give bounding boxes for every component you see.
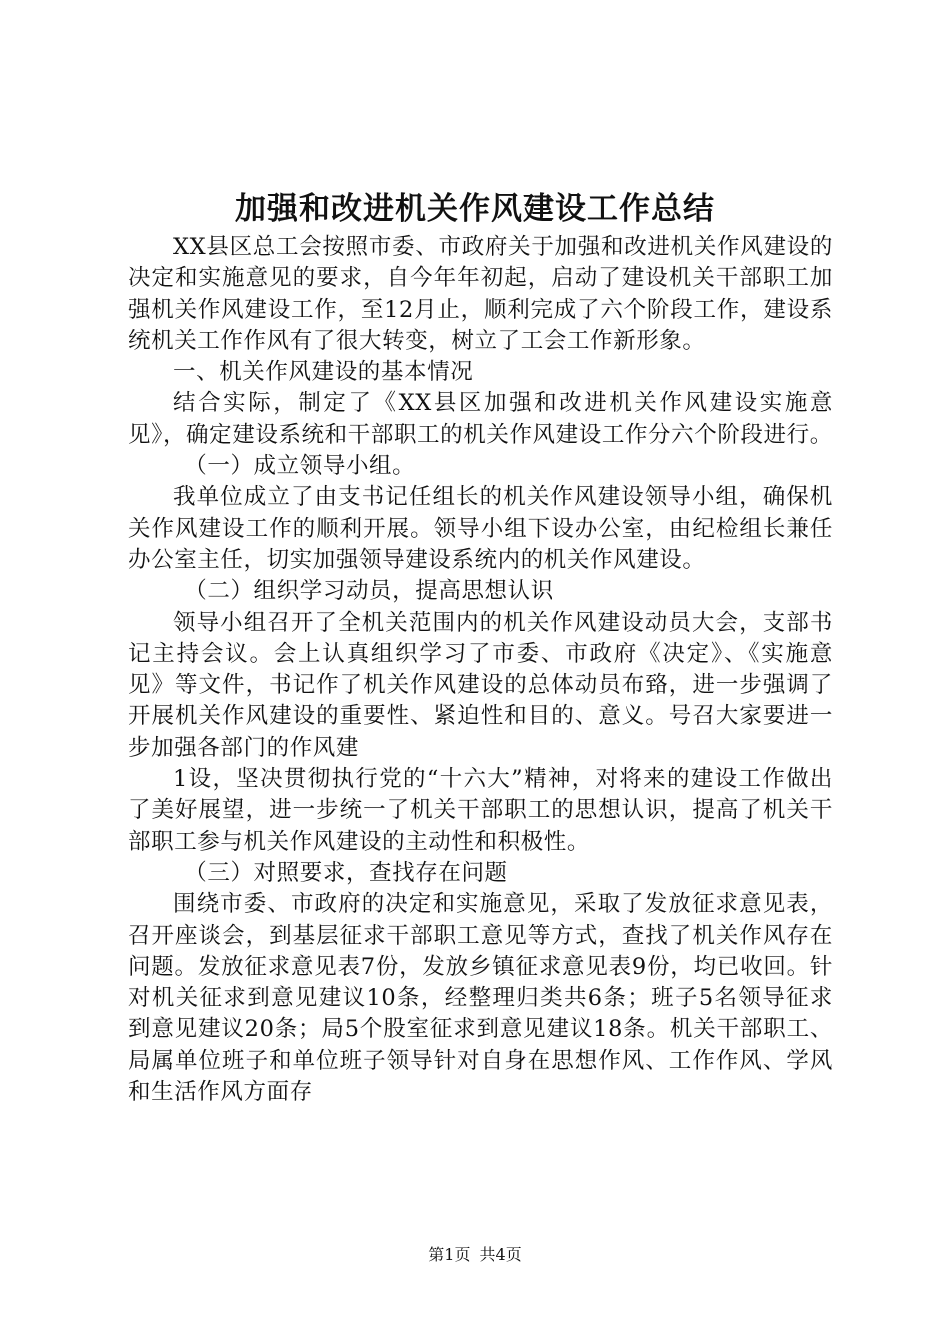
subsection-heading-2: （二）组织学习动员，提高思想认识 [184,578,554,605]
document-title: 加强和改进机关作风建设工作总结 [235,191,715,227]
page-number: 第1页 [428,1245,471,1264]
paragraph-leadership-group: 我单位成立了由支书记任组长的机关作风建设领导小组，确保机关作风建设工作的顺利开展。领导小组下设办公室，由纪检组长兼任办公室主任，切实加强领导建设系统内的机关作风建设。 [128,484,833,573]
page-footer [0,1245,950,1265]
subsection-heading-3: （三）对照要求，查找存在问题 [184,859,508,886]
paragraph-find-problems: 围绕市委、市政府的决定和实施意见，采取了发放征求意见表，召开座谈会，到基层征求干部职工意见等方式，查找了机关作风存在问题。发放征求意见表7份，发放乡镇征求意见表9份，均已收回。针对机关征求到意见建议10条，经整理归类共6条；班子5名领导征求到意见建议20条；局5个股室征求到意见建议18条。机关干部职工、局属单位班子和单位班子领导针对自身在思想作风、工作作风、学风和生活作风方面存 [128,891,833,1106]
document-body [128,232,833,1108]
paragraph-overview: 结合实际，制定了《XX县区加强和改进机关作风建设实施意见》，确定建设系统和干部职工的机关作风建设工作分六个阶段进行。 [128,390,833,448]
paragraph-study-mobilization: 领导小组召开了全机关范围内的机关作风建设动员大会，支部书记主持会议。会上认真组织学习了市委、市政府《决定》、《实施意见》等文件，书记作了机关作风建设的总体动员布臵，进一步强调了开展机关作风建设的重要性、紧迫性和目的、意义。号召大家要进一步加强各部门的作风建 [128,609,833,761]
subsection-heading-1: （一）成立领导小组。 [184,453,416,480]
paragraph-continuation: 1设，坚决贯彻执行党的“十六大”精神，对将来的建设工作做出了美好展望，进一步统一了机关干部职工的思想认识，提高了机关干部职工参与机关作风建设的主动性和积极性。 [128,766,833,855]
page-total: 共4页 [479,1245,522,1264]
section-heading-1: 一、机关作风建设的基本情况 [173,359,474,386]
paragraph-intro: XX县区总工会按照市委、市政府关于加强和改进机关作风建设的决定和实施意见的要求，自今年年初起，启动了建设机关干部职工加强机关作风建设工作，至12月止，顺利完成了六个阶段工作，建设系统机关工作作风有了很大转变，树立了工会工作新形象。 [128,234,833,354]
